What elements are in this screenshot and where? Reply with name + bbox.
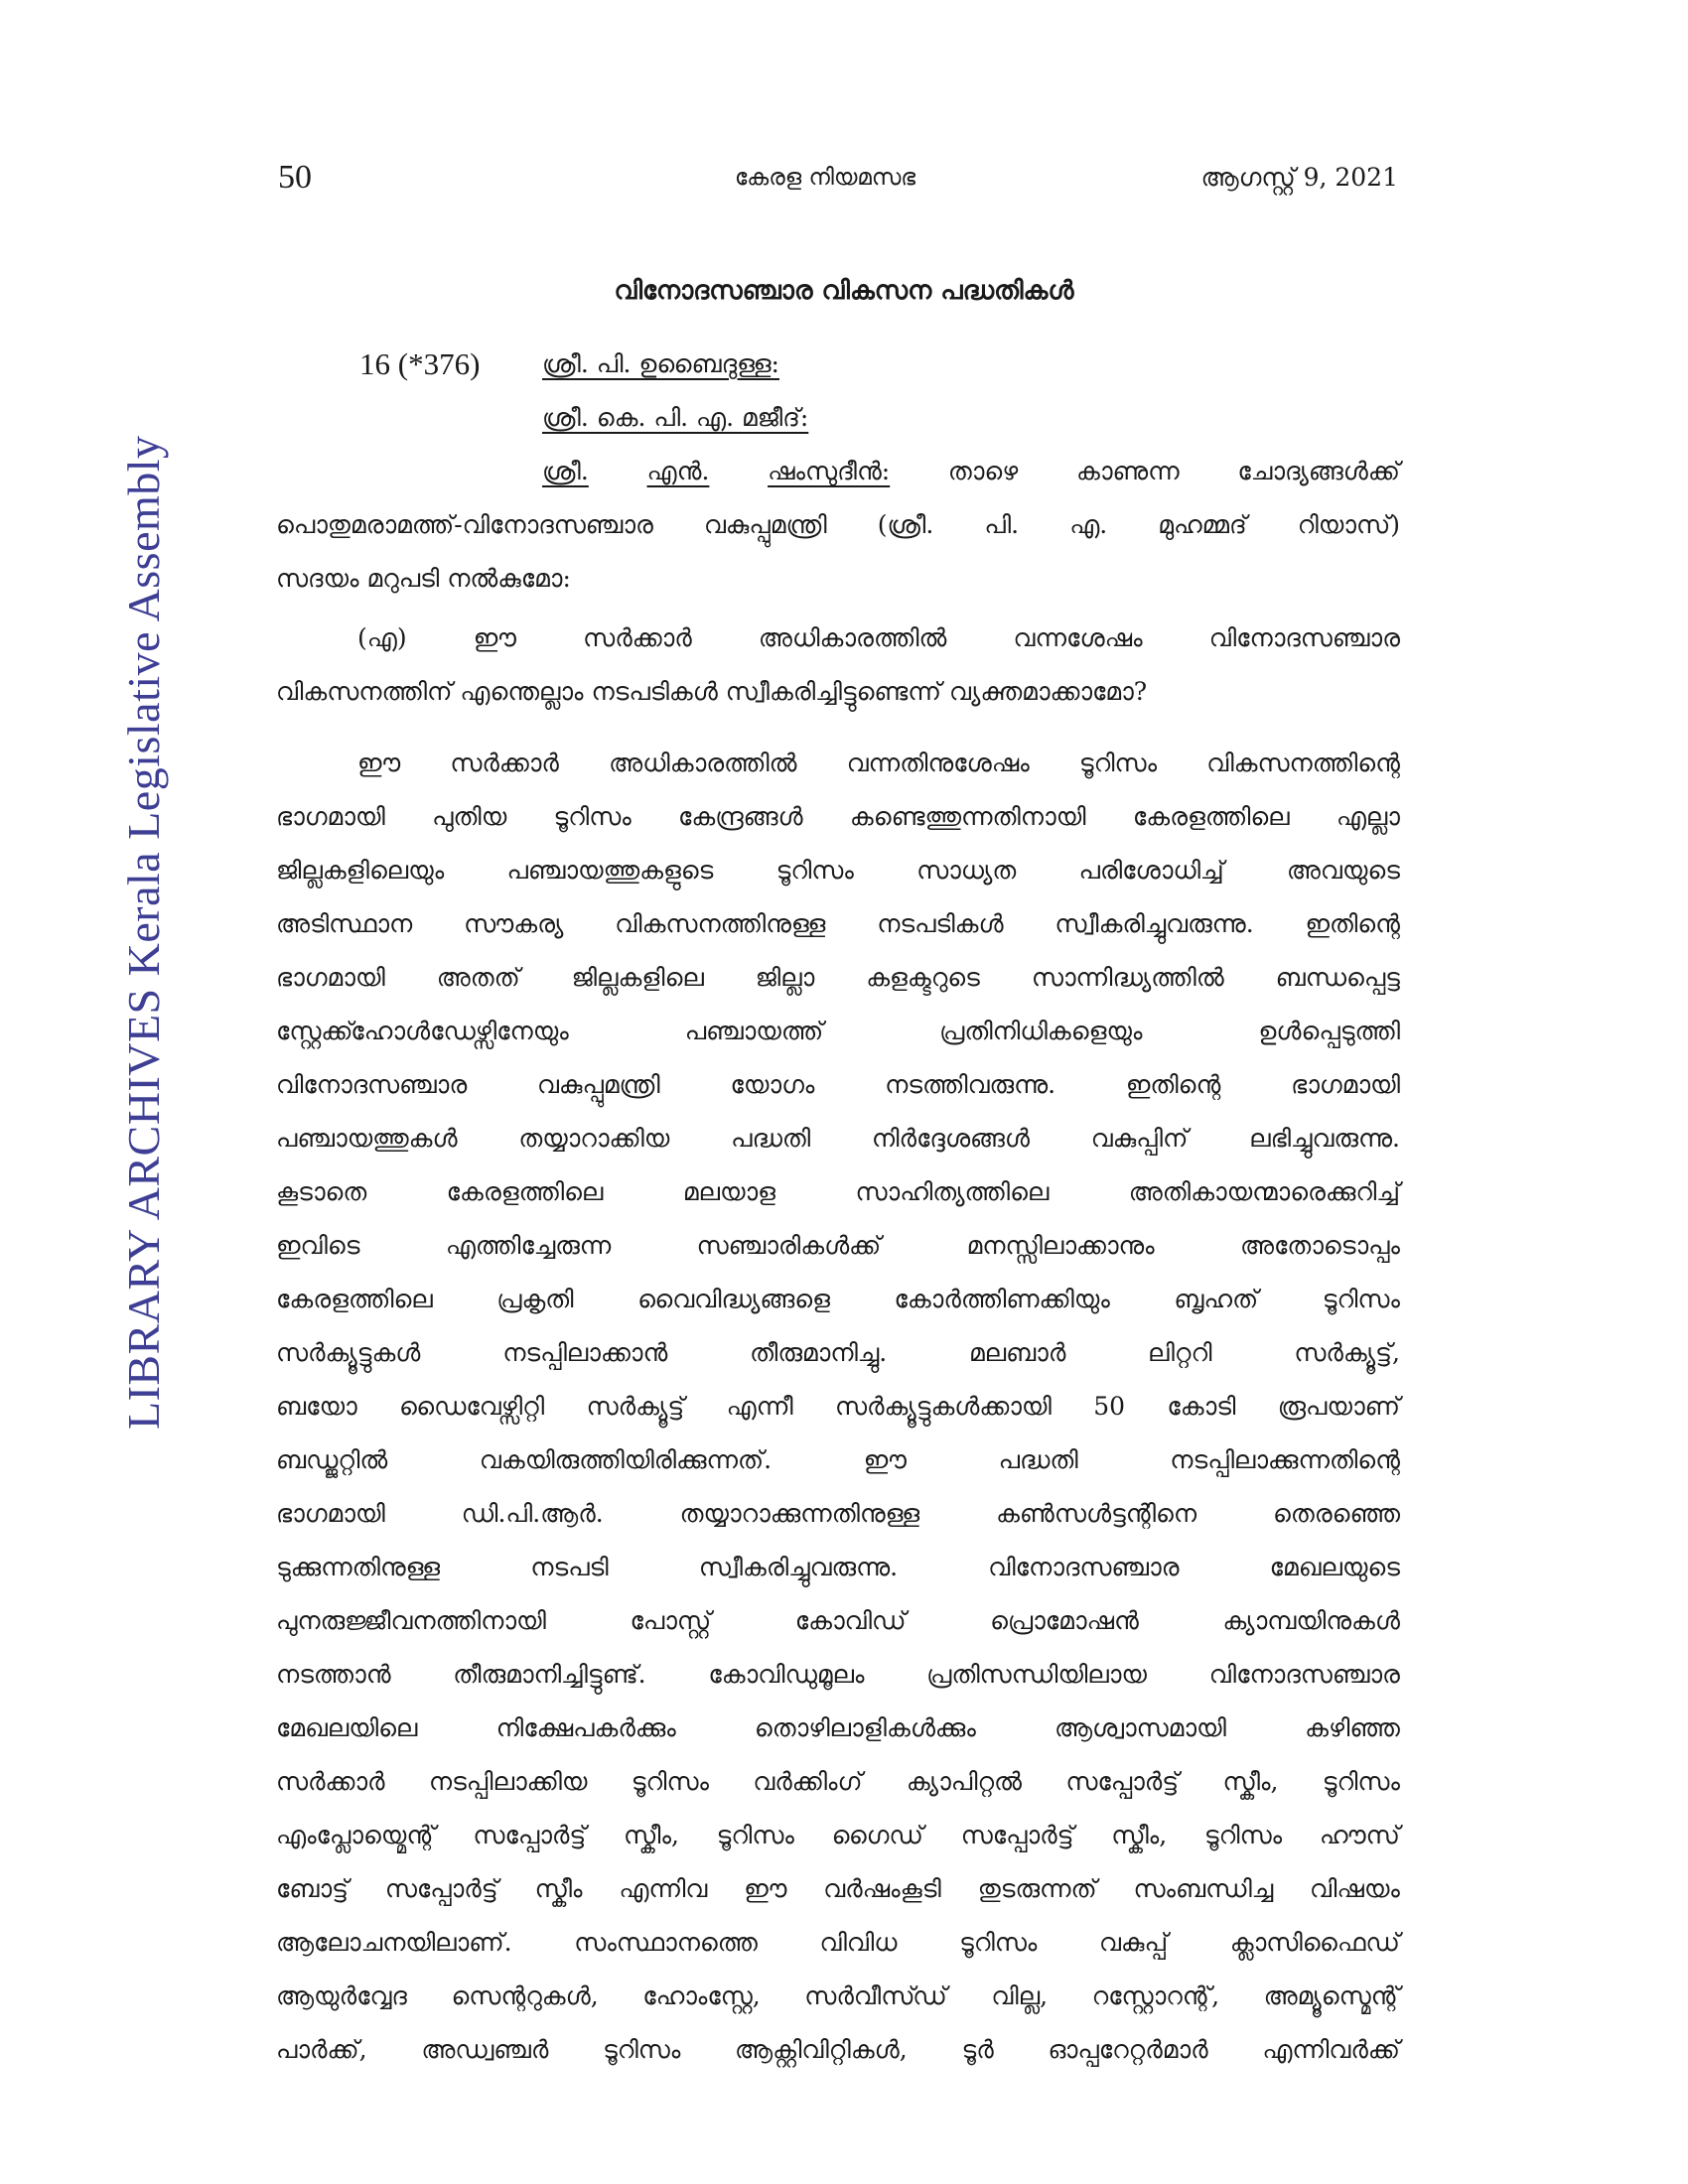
answer-line bbox=[276, 1112, 1400, 1165]
answer-word: രൂപയാണ് bbox=[1277, 1392, 1400, 1421]
answer-word: ഈ bbox=[357, 749, 401, 777]
answer-word: വകുപ്പിന് bbox=[1090, 1124, 1189, 1153]
answer-line bbox=[276, 737, 1400, 790]
answer-word: പഞ്ചായത്തുകളുടെ bbox=[506, 856, 714, 885]
member-3-word: ശ്രീ. bbox=[542, 457, 589, 485]
answer-word: പഞ്ചായത്ത് bbox=[684, 1017, 824, 1045]
answer-word: അതികായന്മാരെക്കുറിച്ച് bbox=[1128, 1177, 1400, 1206]
answer-word: കേരളത്തിലെ bbox=[276, 1285, 433, 1313]
page-number: 50 bbox=[278, 159, 312, 196]
answer-word: ഭാഗമായി bbox=[276, 1499, 385, 1528]
answer-line bbox=[276, 897, 1400, 951]
question-word: ചോദ്യങ്ങൾക്ക് bbox=[1237, 457, 1400, 485]
answer-word: സർവീസ്ഡ് bbox=[804, 1981, 947, 2010]
answer-word: തീരുമാനിച്ചിട്ടുണ്ട്. bbox=[453, 1660, 646, 1689]
answer-word: വിഷയം bbox=[1310, 1874, 1400, 1903]
answer-word: സഞ്ചാരികൾക്ക് bbox=[696, 1231, 882, 1260]
answer-line bbox=[276, 1165, 1400, 1219]
question-block bbox=[276, 338, 1400, 606]
answer-word: ലഭിച്ചുവരുന്നു. bbox=[1249, 1124, 1400, 1153]
answer-word: ക്യാമ്പയിനുകൾ bbox=[1222, 1606, 1400, 1635]
answer-word: മനസ്സിലാക്കാനും bbox=[966, 1231, 1155, 1260]
answer-word: എത്തിച്ചേരുന്ന bbox=[445, 1231, 612, 1260]
answer-word: ടുക്കുന്നതിനുള്ള bbox=[276, 1553, 441, 1581]
answer-word: മലബാർ bbox=[969, 1338, 1066, 1367]
part-a-word: സർക്കാർ bbox=[583, 623, 692, 652]
answer-word: പാർക്ക്, bbox=[276, 2035, 367, 2064]
answer-word: സപ്പോർട്ട് bbox=[473, 1821, 587, 1849]
answer-word: വകുപ്പുമന്ത്രി bbox=[537, 1070, 660, 1099]
answer-line bbox=[276, 1058, 1400, 1112]
answer-word: എന്നിവ bbox=[619, 1874, 708, 1903]
answer-word: സർക്യൂട്ട്, bbox=[1294, 1338, 1400, 1367]
answer-word: പഞ്ചായത്തുകൾ bbox=[276, 1124, 458, 1153]
answer-line bbox=[276, 1755, 1400, 1809]
question-number: 16 (*376) bbox=[359, 346, 481, 381]
answer-word: സർക്കാർ bbox=[276, 1767, 385, 1796]
archive-watermark: LIBRARY ARCHIVES Kerala Legislative Assembly bbox=[118, 435, 169, 1430]
answer-word: ബന്ധപ്പെട്ട bbox=[1275, 963, 1400, 992]
answer-word: ഡി.പി.ആർ. bbox=[461, 1499, 604, 1528]
answer-word: നടപ്പിലാക്കാൻ bbox=[502, 1338, 668, 1367]
answer-word: എന്നീ bbox=[726, 1392, 793, 1421]
answer-word: ജില്ലാ bbox=[755, 963, 815, 992]
answer-word: മേഖലയുടെ bbox=[1269, 1553, 1400, 1581]
answer-word: കഴിഞ്ഞ bbox=[1305, 1713, 1400, 1742]
answer-word: പദ്ധതി bbox=[731, 1124, 811, 1153]
answer-line bbox=[276, 1433, 1400, 1487]
answer-word: സ്കീം, bbox=[1111, 1821, 1168, 1849]
answer-word: ജില്ലകളിലെയും bbox=[276, 856, 445, 885]
answer-word: പരിശോധിച്ച് bbox=[1078, 856, 1224, 885]
answer-word: മേഖലയിലെ bbox=[276, 1713, 418, 1742]
answer-word: ടൂറിസം bbox=[603, 2035, 681, 2064]
running-title: കേരള നിയമസഭ bbox=[735, 165, 916, 191]
answer-line bbox=[276, 951, 1400, 1005]
answer-word: ടൂറിസം bbox=[1078, 749, 1158, 777]
member-name bbox=[276, 338, 1400, 391]
answer-word: കളക്ടറുടെ bbox=[866, 963, 980, 992]
answer-word: കോർത്തിണക്കിയും bbox=[894, 1285, 1110, 1313]
answer-word: ടൂറിസം bbox=[1203, 1821, 1283, 1849]
answer-word: ടൂറിസം bbox=[1322, 1285, 1400, 1313]
answer-word: എല്ലാ bbox=[1336, 802, 1400, 831]
answer-word: സാന്നിദ്ധ്യത്തിൽ bbox=[1031, 963, 1224, 992]
answer-word: വകുപ്പ് bbox=[1099, 1928, 1169, 1957]
answer-word: സപ്പോർട്ട് bbox=[960, 1821, 1074, 1849]
answer-word: ഹോംസ്റ്റേ, bbox=[642, 1981, 761, 2010]
answer-word: സർക്യൂട്ടുകൾ bbox=[276, 1338, 421, 1367]
answer-word: മലയാള bbox=[682, 1177, 776, 1206]
answer-line bbox=[276, 844, 1400, 897]
answer-word: സ്റ്റേക്ക്ഹോൾഡേഴ്സിനേയും bbox=[276, 1017, 569, 1045]
answer-word: സംസ്ഥാനത്തെ bbox=[574, 1928, 758, 1957]
answer-word: അതത് bbox=[436, 963, 520, 992]
member-3-word: ഷംസുദീൻ: bbox=[768, 457, 891, 485]
part-a-word: (എ) bbox=[357, 623, 407, 652]
answer-word: പ്രൊമോഷൻ bbox=[990, 1606, 1139, 1635]
answer-line bbox=[276, 1809, 1400, 1862]
answer-line bbox=[276, 1326, 1400, 1380]
answer-word: വർക്കിംഗ് bbox=[753, 1767, 863, 1796]
answer-word: തീരുമാനിച്ചു. bbox=[750, 1338, 888, 1367]
answer-word: ഇതിന്റെ bbox=[1305, 909, 1400, 938]
answer-word: ടൂറിസം bbox=[716, 1821, 794, 1849]
answer-word: അമ്യൂസ്മെന്റ് bbox=[1263, 1981, 1400, 2010]
answer-word: വിനോദസഞ്ചാര bbox=[1208, 1660, 1400, 1689]
answer-word: റസ്റ്റോറന്റ്, bbox=[1091, 1981, 1220, 2010]
answer-word: അടിസ്ഥാന bbox=[276, 909, 413, 938]
answer-line bbox=[276, 1219, 1400, 1273]
answer-word: ഭാഗമായി bbox=[276, 963, 385, 992]
answer-word: സ്വീകരിച്ചുവരുന്നു. bbox=[1055, 909, 1254, 938]
answer-word: ബോട്ട് bbox=[276, 1874, 350, 1903]
answer-line bbox=[276, 790, 1400, 844]
answer-word: തയ്യാറാക്കുന്നതിനുള്ള bbox=[679, 1499, 920, 1528]
answer-word: ക്യാപിറ്റൽ bbox=[906, 1767, 1023, 1796]
answer-word: കേന്ദ്രങ്ങൾ bbox=[678, 802, 803, 831]
answer-word: ക്ലാസിഫൈഡ് bbox=[1229, 1928, 1400, 1957]
answer-word: സ്കീം, bbox=[624, 1821, 679, 1849]
answer-line bbox=[276, 1005, 1400, 1058]
question-part-a bbox=[276, 612, 1400, 719]
part-a-word: അധികാരത്തിൽ bbox=[758, 623, 947, 652]
answer-word: ഭാഗമായി bbox=[276, 802, 385, 831]
answer-word: പ്രതിനിധികളെയും bbox=[939, 1017, 1143, 1045]
answer-line bbox=[276, 1487, 1400, 1541]
answer-line bbox=[276, 1702, 1400, 1755]
answer-word: തയ്യാറാക്കിയ bbox=[518, 1124, 670, 1153]
question-word: താഴെ bbox=[947, 457, 1019, 485]
answer-word: നിക്ഷേപകർക്കും bbox=[495, 1713, 676, 1742]
answer-word: സപ്പോർട്ട് bbox=[1065, 1767, 1180, 1796]
answer-word: ടൂർ bbox=[961, 2035, 994, 2064]
answer-word: വില്ല, bbox=[991, 1981, 1049, 2010]
answer-word: സ്വീകരിച്ചുവരുന്നു. bbox=[698, 1553, 899, 1581]
question-word: കാണുന്ന bbox=[1076, 457, 1180, 485]
answer-word: സാധ്യത bbox=[916, 856, 1017, 885]
answer-line bbox=[276, 1594, 1400, 1648]
answer-word: അവയുടെ bbox=[1286, 856, 1400, 885]
answer-word: ബയോ bbox=[276, 1392, 357, 1421]
answer-word: ഇതിന്റെ bbox=[1125, 1070, 1221, 1099]
answer-word: ആലോചനയിലാണ്. bbox=[276, 1928, 512, 1957]
answer-word: ജില്ലകളിലെ bbox=[571, 963, 704, 992]
answer-word: ബൃഹത് bbox=[1174, 1285, 1259, 1313]
answer-word: പുതിയ bbox=[432, 802, 507, 831]
answer-word: തൊഴിലാളികൾക്കും bbox=[754, 1713, 976, 1742]
answer-word: ടൂറിസം bbox=[775, 856, 854, 885]
answer-word: കോവിഡ് bbox=[794, 1606, 907, 1635]
answer-word: പുനരുജ്ജീവനത്തിനായി bbox=[276, 1606, 546, 1635]
member-name-text: ശ്രീ. കെ. പി. എ. മജീദ്: bbox=[542, 403, 809, 432]
answer-word: അഡ്വഞ്ചർ bbox=[421, 2035, 549, 2064]
answer-word: ടൂറിസം bbox=[1322, 1767, 1400, 1796]
answer-word: നിർദ്ദേശങ്ങൾ bbox=[871, 1124, 1031, 1153]
answer-word: കണ്ടെത്തുന്നതിനായി bbox=[849, 802, 1086, 831]
answer-word: ആക്റ്റിവിറ്റികൾ, bbox=[735, 2035, 908, 2064]
answer-word: ടൂറിസം bbox=[631, 1767, 709, 1796]
answer-word: വികസനത്തിനുള്ള bbox=[615, 909, 826, 938]
section-title: വിനോദസഞ്ചാര വികസന പദ്ധതികൾ bbox=[614, 276, 1074, 306]
answer-line bbox=[276, 2023, 1400, 2077]
answer-word: പോസ്റ്റ് bbox=[630, 1606, 712, 1635]
answer-word: സെന്ററുകൾ, bbox=[451, 1981, 599, 2010]
answer-word: കൺസൾട്ടന്റിനെ bbox=[996, 1499, 1197, 1528]
answer-word: ഈ bbox=[863, 1445, 907, 1474]
answer-word: നടത്തിവരുന്നു. bbox=[885, 1070, 1056, 1099]
answer-word: നടപ്പിലാക്കിയ bbox=[428, 1767, 588, 1796]
part-a-line-1 bbox=[276, 612, 1400, 665]
part-a-word: വന്നശേഷം bbox=[1013, 623, 1143, 652]
answer-word: നടപടി bbox=[530, 1553, 609, 1581]
question-continuation-1: പൊതുമരാമത്ത്-വിനോദസഞ്ചാര വകുപ്പുമന്ത്രി (ശ്രീ. പി. എ. മുഹമ്മദ് റിയാസ്) bbox=[276, 510, 1400, 539]
answer-word: വന്നതിനുശേഷം bbox=[846, 749, 1030, 777]
answer-word: ലിറ്ററി bbox=[1148, 1338, 1212, 1367]
answer-word: കേരളത്തിലെ bbox=[1132, 802, 1290, 831]
answer-word: നടത്താൻ bbox=[276, 1660, 391, 1689]
answer-word: കോവിഡുമൂലം bbox=[708, 1660, 865, 1689]
answer-word: ഹൗസ് bbox=[1319, 1821, 1400, 1849]
answer-word: ടൂറിസം bbox=[553, 802, 632, 831]
answer-word: കേരളത്തിലെ bbox=[446, 1177, 604, 1206]
answer-word: വികസനത്തിന്റെ bbox=[1206, 749, 1400, 777]
header-date: ആഗസ്റ്റ് 9, 2021 bbox=[1200, 163, 1398, 192]
part-a-word: ഈ bbox=[473, 623, 516, 652]
answer-word: ബഡ്ജറ്റിൽ bbox=[276, 1445, 388, 1474]
answer-word: കൂടാതെ bbox=[276, 1177, 367, 1206]
answer-body bbox=[276, 737, 1400, 2077]
answer-word: ഇവിടെ bbox=[276, 1231, 360, 1260]
answer-word: വൈവിദ്ധ്യങ്ങളെ bbox=[637, 1285, 830, 1313]
answer-word: സർക്കാർ bbox=[450, 749, 559, 777]
member-line-3 bbox=[276, 445, 1400, 498]
answer-word: ഭാഗമായി bbox=[1291, 1070, 1400, 1099]
answer-word: യോഗം bbox=[730, 1070, 815, 1099]
answer-word: ഉൾപ്പെടുത്തി bbox=[1258, 1017, 1400, 1045]
answer-word: കോടി bbox=[1167, 1392, 1236, 1421]
part-a-line-2: വികസനത്തിന് എന്തെല്ലാം നടപടികൾ സ്വീകരിച്ചിട്ടുണ്ടെന്ന് വ്യക്തമാക്കാമോ? bbox=[276, 677, 1148, 706]
answer-word: സർക്യൂട്ട് bbox=[586, 1392, 685, 1421]
answer-word: അധികാരത്തിൽ bbox=[609, 749, 797, 777]
answer-word: ടൂറിസം bbox=[959, 1928, 1038, 1957]
answer-word: തുടരുന്നത് bbox=[977, 1874, 1097, 1903]
answer-line bbox=[276, 1970, 1400, 2023]
answer-word: പദ്ധതി bbox=[998, 1445, 1078, 1474]
answer-word: തെരഞ്ഞെ bbox=[1273, 1499, 1400, 1528]
answer-line bbox=[276, 1273, 1400, 1326]
member-name bbox=[276, 391, 1400, 445]
answer-word: സപ്പോർട്ട് bbox=[384, 1874, 498, 1903]
answer-line bbox=[276, 1380, 1400, 1433]
answer-line bbox=[276, 1916, 1400, 1970]
page-header bbox=[0, 159, 1688, 208]
question-continuation-2: സദയം മറുപടി നൽകുമോ: bbox=[276, 564, 571, 593]
answer-word: ഓപ്പറേറ്റർമാർ bbox=[1048, 2035, 1208, 2064]
answer-line bbox=[276, 1862, 1400, 1916]
answer-word: ഡൈവേഴ്സിറ്റി bbox=[399, 1392, 545, 1421]
answer-word: വർഷംകൂടി bbox=[823, 1874, 941, 1903]
answer-word: ആയുർവ്വേദ bbox=[276, 1981, 407, 2010]
answer-word: ഗൈഡ് bbox=[831, 1821, 923, 1849]
answer-word: 50 bbox=[1093, 1392, 1126, 1421]
answer-word: സ്കീം, bbox=[1222, 1767, 1279, 1796]
answer-word: വിവിധ bbox=[819, 1928, 898, 1957]
answer-word: ആശ്വാസമായി bbox=[1054, 1713, 1226, 1742]
part-a-word: വിനോദസഞ്ചാര bbox=[1208, 623, 1400, 652]
answer-word: എംപ്ലോയ്മെന്റ് bbox=[276, 1821, 436, 1849]
answer-word: പ്രകൃതി bbox=[496, 1285, 574, 1313]
answer-line bbox=[276, 1648, 1400, 1702]
answer-word: സർക്യൂട്ടുകൾക്കായി bbox=[835, 1392, 1052, 1421]
answer-word: സ്കീം bbox=[534, 1874, 583, 1903]
member-name-text: ശ്രീ. പി. ഉബൈദുള്ള: bbox=[542, 349, 779, 378]
answer-word: എന്നിവർക്ക് bbox=[1262, 2035, 1400, 2064]
answer-word: സൗകര്യ bbox=[464, 909, 564, 938]
answer-line bbox=[276, 1541, 1400, 1594]
answer-word: പ്രതിസന്ധിയിലായ bbox=[926, 1660, 1147, 1689]
answer-word: സംബന്ധിച്ച bbox=[1133, 1874, 1274, 1903]
answer-word: വിനോദസഞ്ചാര bbox=[276, 1070, 468, 1099]
answer-word: വകയിരുത്തിയിരിക്കുന്നത്. bbox=[479, 1445, 773, 1474]
answer-word: നടപടികൾ bbox=[877, 909, 1004, 938]
answer-word: ഈ bbox=[744, 1874, 787, 1903]
answer-word: അതോടൊപ്പം bbox=[1240, 1231, 1400, 1260]
answer-word: നടപ്പിലാക്കുന്നതിന്റെ bbox=[1170, 1445, 1400, 1474]
answer-word: സാഹിത്യത്തിലെ bbox=[855, 1177, 1050, 1206]
member-3-word: എൻ. bbox=[646, 457, 710, 485]
answer-word: വിനോദസഞ്ചാര bbox=[988, 1553, 1180, 1581]
